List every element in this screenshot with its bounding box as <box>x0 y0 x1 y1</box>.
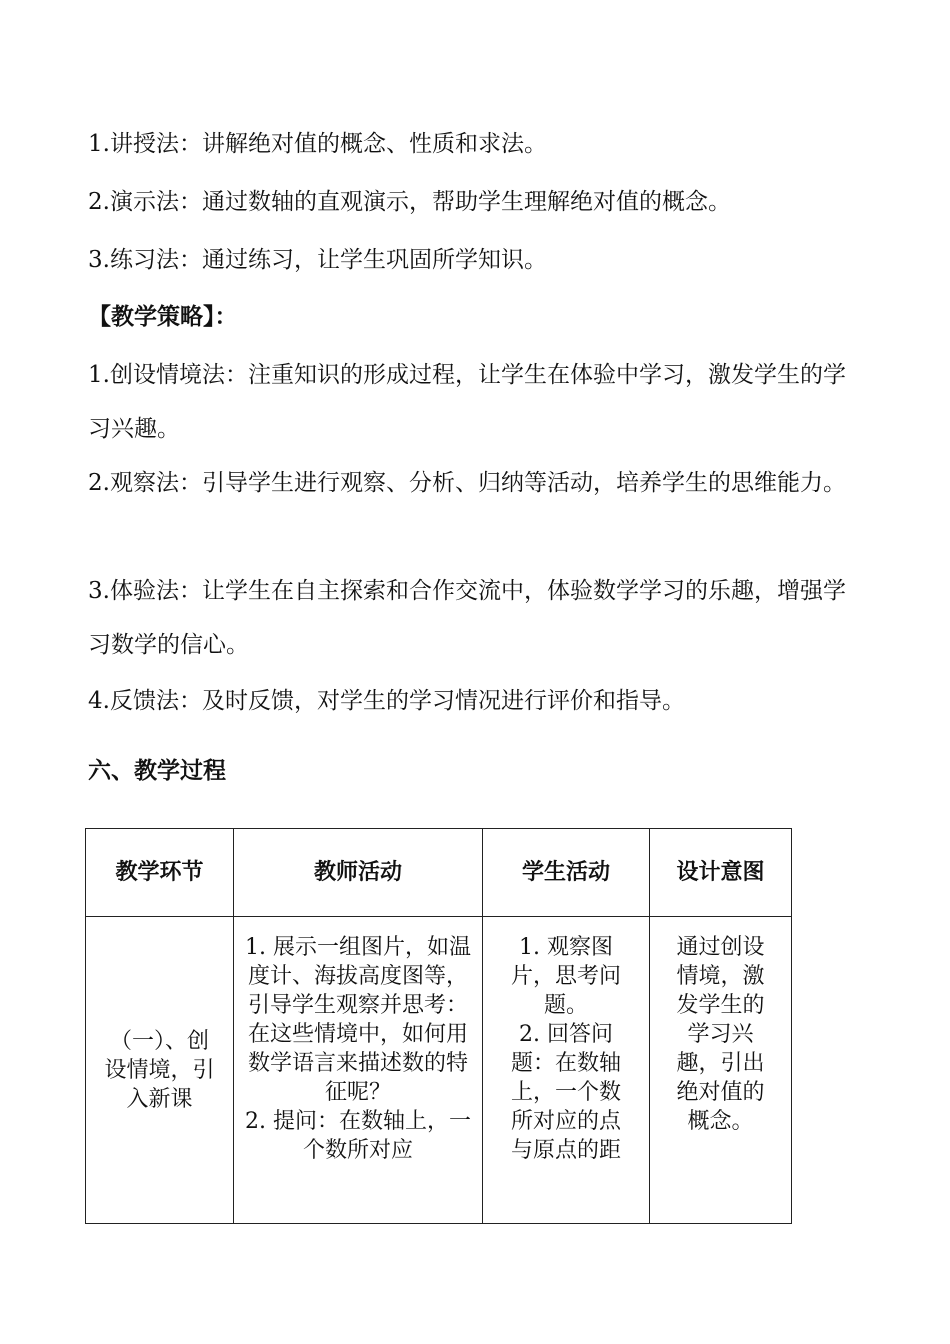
method-item: 2.演示法：通过数轴的直观演示，帮助学生理解绝对值的概念。 <box>88 189 731 215</box>
header-intent: 设计意图 <box>650 829 792 917</box>
strategy-item: 4.反馈法：及时反馈，对学生的学习情况进行评价和指导。 <box>88 688 685 714</box>
teaching-process-table <box>85 828 792 1224</box>
header-stage: 教学环节 <box>86 829 234 917</box>
cell-teacher: 1. 展示一组图片，如温度计、海拔高度图等，引导学生观察并思考：在这些情境中，如何用数学语言来描述数的特征呢？ 2. 提问：在数轴上，一个数所对应 <box>234 917 483 1224</box>
header-teacher: 教师活动 <box>234 829 483 917</box>
cell-intent: 通过创设情境，激发学生的学习兴趣，引出绝对值的概念。 <box>650 917 792 1224</box>
table-row <box>86 917 792 1224</box>
strategy-item: 2.观察法：引导学生进行观察、分析、归纳等活动，培养学生的思维能力。 <box>88 470 846 496</box>
strategy-heading: 【教学策略】： <box>88 304 238 330</box>
method-item: 1.讲授法：讲解绝对值的概念、性质和求法。 <box>88 131 547 157</box>
method-item: 3.练习法：通过练习，让学生巩固所学知识。 <box>88 247 547 273</box>
header-student: 学生活动 <box>483 829 650 917</box>
section-heading: 六、教学过程 <box>88 758 226 784</box>
strategy-item: 1.创设情境法：注重知识的形成过程，让学生在体验中学习，激发学生的学习兴趣。 <box>88 362 846 442</box>
cell-stage: （一）、创设情境，引入新课 <box>86 917 234 1224</box>
table-header-row <box>86 829 792 917</box>
cell-student: 1. 观察图片，思考问题。 2. 回答问题：在数轴上，一个数所对应的点与原点的距 <box>483 917 650 1224</box>
strategy-item: 3.体验法：让学生在自主探索和合作交流中，体验数学学习的乐趣，增强学习数学的信心。 <box>88 578 846 658</box>
